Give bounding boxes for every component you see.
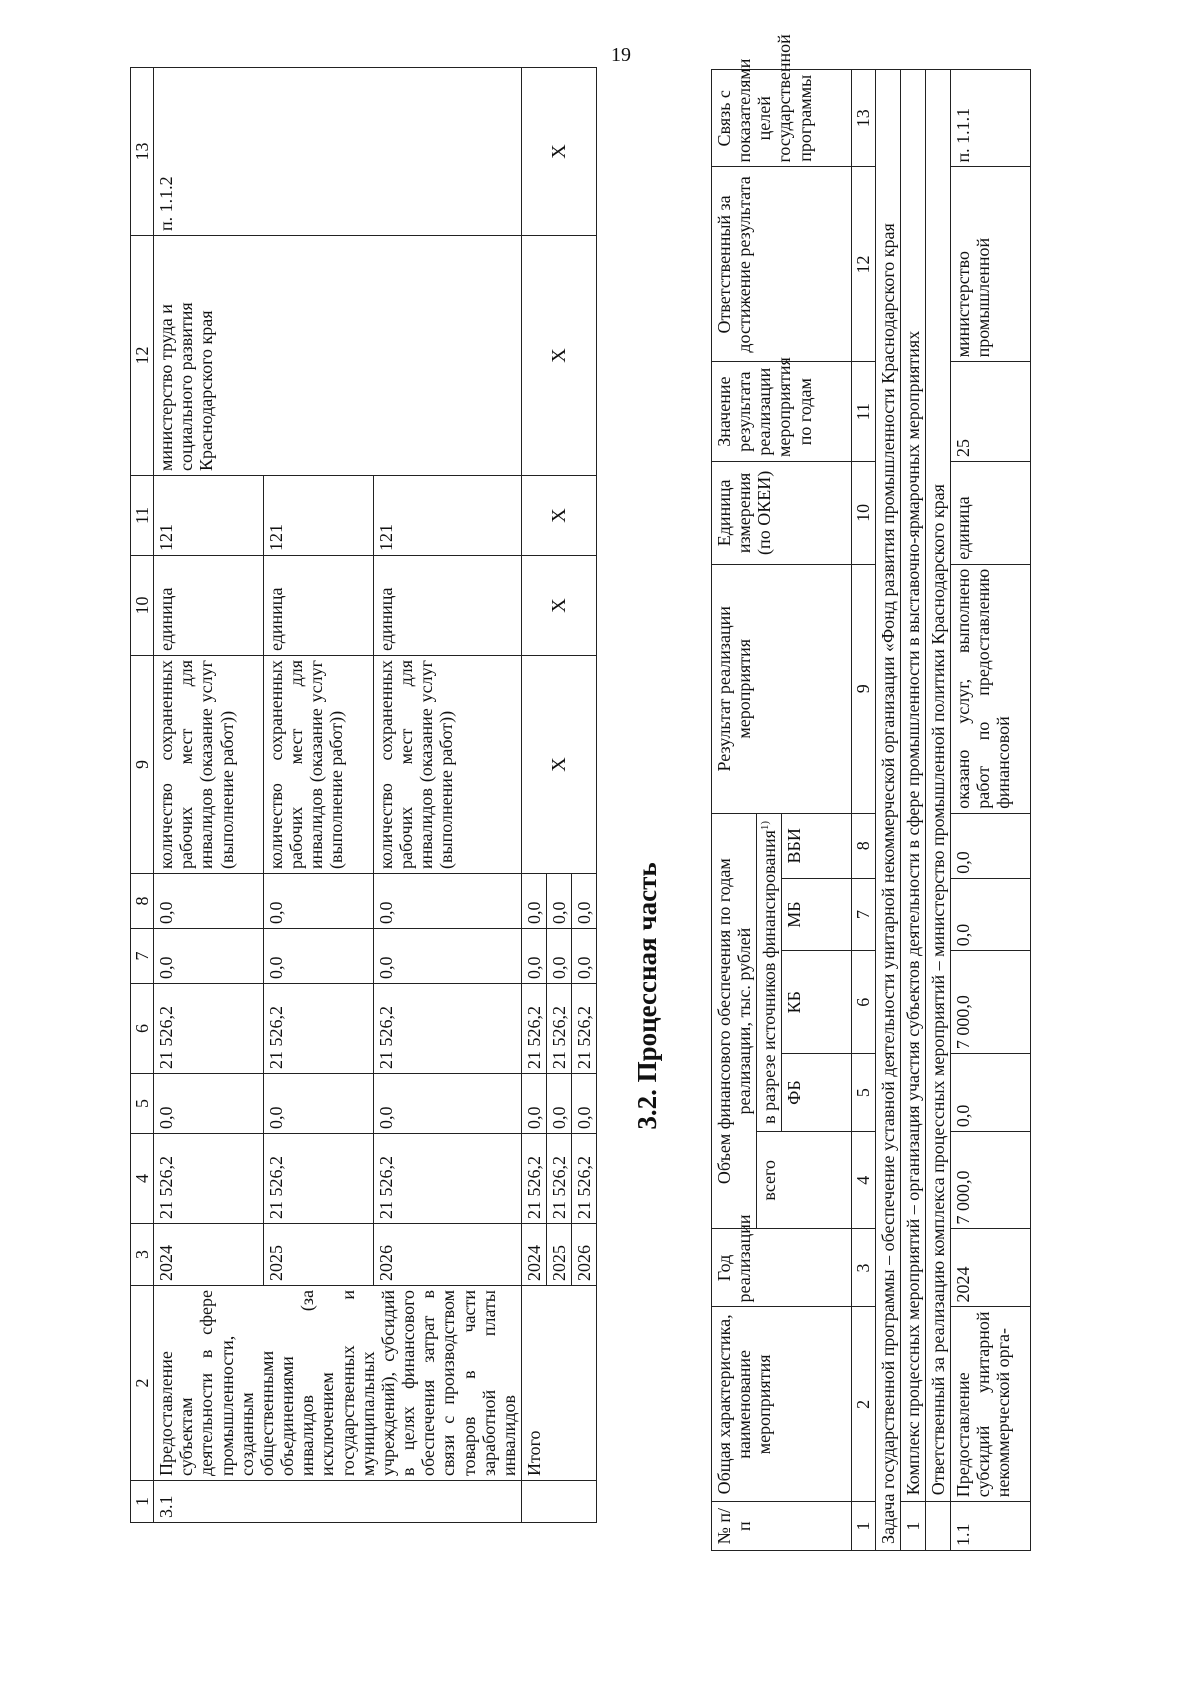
measure-name: Предоставление субъектам деятельности в сфере промышленности, созданным общественными объединениями инвалидов (за исключением государственных и муниципальных учреждений), субсидий в целях финансового обеспечения затрат в связи с производством товаров в части заработной платы инвалидов [154,1286,522,1481]
process-part-table [711,34,1161,1551]
column-numbers-row: 1 2 3 4 5 6 7 8 9 10 11 12 13 [131,68,154,1523]
task-row: Задача государственной программы – обеспечение уставной деятельности унитарной некоммерческой организации «Фонд развития промышленности Краснодарского края [875,70,900,1551]
header-fb: ФБ [782,1054,852,1132]
totals-row: 2026 21 526,2 0,0 21 526,2 0,0 0,0 [572,68,597,1523]
totals-label: Итого [521,1286,596,1481]
header-sources: в разрезе источников финансирования$^{1)}$ [757,813,782,1131]
header-link: Связь с показателями целей государственной программы [712,70,852,168]
header-name: Общая характеристика, наименование мероприятия [712,1307,852,1502]
link-indicator: п. 1.1.2 [154,68,522,236]
header-mb: МБ [782,878,852,951]
header-total: всего [757,1132,852,1229]
table-row: 2025 21 526,2 0,0 21 526,2 0,0 0,0 количество сохраненных рабочих мест для инвалидов (оказание услуг (выполнение работ)) единица 121 [263,68,373,1523]
header-responsible: Ответственный за достижение результата [712,167,852,362]
header-value: Значение результата реализации мероприятия по годам [712,362,852,462]
complex-row: 1 Комплекс процессных мероприятий – организация участия субъектов деятельности в сфере промышленности в выставочно-ярмарочных мероприятиях [900,70,925,1551]
header-row [712,70,757,1551]
header-vbi: ВБИ [782,813,852,878]
header-num: № п/п [712,1502,852,1551]
header-result: Результат реализации мероприятия [712,564,852,813]
totals-row: Итого 2024 21 526,2 0,0 21 526,2 0,0 0,0 Х Х Х Х Х [521,68,546,1523]
page-number: 19 [611,44,631,66]
responsible-row: Ответственный за реализацию комплекса процессных мероприятий – министерство промышленной политики Краснодарского края [925,70,950,1551]
header-year: Год реализации [712,1229,852,1307]
header-kb: КБ [782,951,852,1054]
column-numbers-row: 1 2 3 4 5 6 7 8 9 10 11 12 13 [852,70,875,1551]
totals-row: 2025 21 526,2 0,0 21 526,2 0,0 0,0 [547,68,572,1523]
table-row: 2026 21 526,2 0,0 21 526,2 0,0 0,0 количество сохраненных рабочих мест для инвалидов (оказание услуг (выполнение работ)) единица 121 [373,68,521,1523]
responsible-body: министерство труда и социального развития Краснодарского края [154,236,522,476]
section-heading: 3.2. Процессная часть [632,862,662,1130]
header-unit: Единица измерения (по ОКЕИ) [712,461,852,564]
table-row: 1.1 Предоставление субсидий унитарной некоммерческой орга- 2024 7 000,0 0,0 7 000,0 0,0 0,0 оказано услуг, выполнено работ по предоставлению финансовой единица 25 министерство промышленной п. 1.1.1 [951,70,1031,1551]
table-row: 3.1 Предоставление субъектам деятельности в сфере промышленности, созданным общественными объединениями инвалидов (за исключением государственных и муниципальных учреждений), субсидий в целях финансового обеспечения затрат в связи с производством товаров в части заработной платы инвалидов 2024 21 526,2 0,0 21 526,2 0,0 0,0 количество сохраненных рабочих мест для инвалидов (оказание услуг (выполнение работ)) единица 121 министерство труда и социального развития Краснодарского края п. 1.1.2 [154,68,264,1523]
row-number: 3.1 [154,1481,522,1523]
funding-table-continued [130,68,630,1523]
header-finance: Объем финансового обеспечения по годам реализации, тыс. рублей [712,813,757,1229]
